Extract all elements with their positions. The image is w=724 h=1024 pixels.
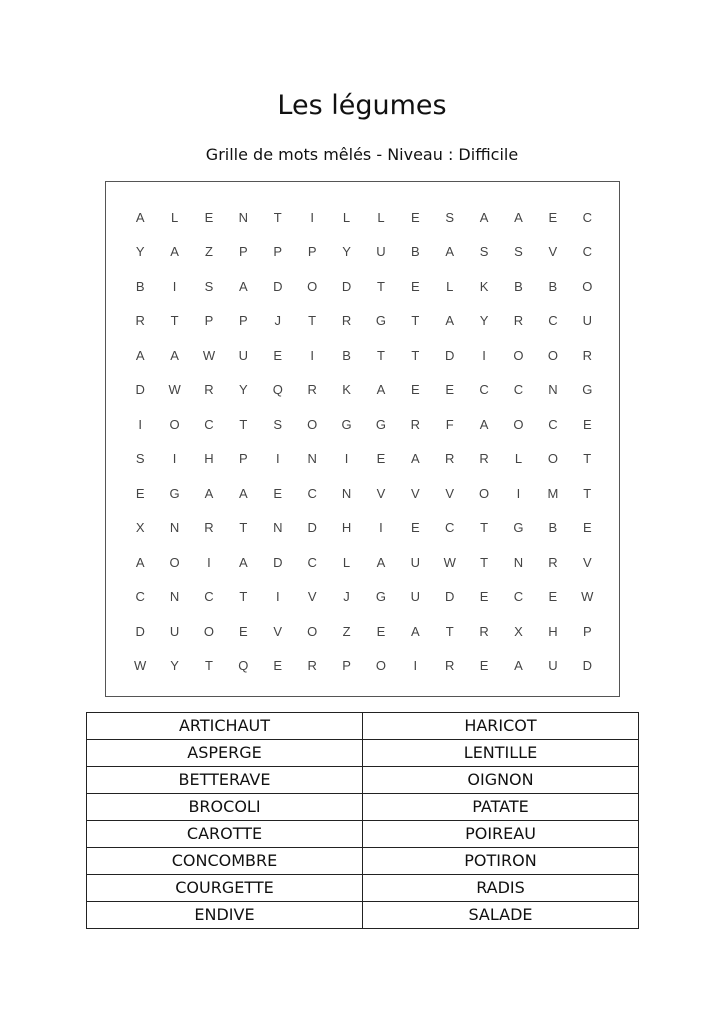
grid-cell[interactable]: T bbox=[480, 554, 489, 570]
grid-cell[interactable]: P bbox=[582, 623, 592, 639]
word-list-row bbox=[87, 848, 639, 875]
grid-cell[interactable]: G bbox=[375, 416, 386, 432]
grid-cell[interactable]: Z bbox=[205, 244, 213, 260]
grid-cell[interactable]: H bbox=[204, 451, 214, 467]
grid-cell[interactable]: W bbox=[581, 589, 594, 605]
grid-cell[interactable]: T bbox=[411, 313, 420, 329]
grid-cell[interactable]: G bbox=[513, 520, 524, 536]
grid-cell[interactable]: I bbox=[379, 520, 383, 536]
grid-cell[interactable]: E bbox=[376, 623, 386, 639]
grid-cell[interactable]: T bbox=[239, 416, 248, 432]
word-list-item: CAROTTE bbox=[87, 821, 363, 848]
grid-cell[interactable]: D bbox=[135, 382, 145, 398]
grid-cell[interactable]: V bbox=[410, 485, 420, 501]
grid-cell[interactable]: T bbox=[170, 313, 179, 329]
grid-cell[interactable]: I bbox=[207, 554, 211, 570]
grid-cell[interactable]: Y bbox=[342, 244, 351, 260]
grid-cell[interactable]: S bbox=[273, 416, 283, 432]
grid-cell[interactable]: C bbox=[445, 520, 455, 536]
grid-cell[interactable]: A bbox=[239, 554, 248, 570]
grid-cell[interactable]: X bbox=[514, 623, 523, 639]
grid-cell[interactable]: O bbox=[307, 416, 318, 432]
grid-cell[interactable]: A bbox=[479, 416, 489, 432]
page-subtitle: Grille de mots mêlés - Niveau : Difficile bbox=[205, 145, 519, 164]
word-list-item: BETTERAVE bbox=[87, 767, 363, 794]
grid-cell[interactable]: E bbox=[548, 589, 558, 605]
grid-cell[interactable]: N bbox=[513, 554, 524, 570]
word-list-item: OIGNON bbox=[363, 767, 639, 794]
grid-cell[interactable]: C bbox=[204, 416, 214, 432]
grid-cell[interactable]: T bbox=[445, 623, 454, 639]
grid-cell[interactable]: A bbox=[239, 278, 248, 294]
grid-cell[interactable]: A bbox=[410, 623, 420, 639]
grid-cell[interactable]: J bbox=[274, 313, 281, 329]
grid-cell[interactable]: O bbox=[307, 278, 318, 294]
grid-cell[interactable]: A bbox=[376, 382, 386, 398]
grid-cell[interactable]: E bbox=[273, 658, 283, 674]
grid-cell[interactable]: R bbox=[204, 520, 214, 536]
grid-cell[interactable]: R bbox=[410, 416, 421, 432]
grid-cell[interactable]: A bbox=[204, 485, 214, 501]
grid-cell[interactable]: B bbox=[135, 278, 145, 294]
grid-cell[interactable]: E bbox=[479, 589, 489, 605]
word-list-row bbox=[87, 740, 639, 767]
grid-cell[interactable]: V bbox=[582, 554, 592, 570]
grid-cell[interactable]: T bbox=[583, 485, 592, 501]
word-list-row bbox=[87, 794, 639, 821]
grid-cell[interactable]: Q bbox=[272, 382, 283, 398]
grid-cell[interactable]: N bbox=[307, 451, 317, 467]
grid-cell[interactable]: A bbox=[445, 244, 455, 260]
word-list-item: ASPERGE bbox=[87, 740, 363, 767]
grid-cell[interactable]: O bbox=[547, 347, 558, 363]
grid-cell[interactable]: K bbox=[342, 382, 351, 398]
grid-cell[interactable]: B bbox=[548, 520, 558, 536]
grid-cell[interactable]: Z bbox=[342, 623, 351, 639]
grid-cell[interactable]: N bbox=[169, 589, 180, 605]
grid-cell[interactable]: O bbox=[307, 623, 318, 639]
grid-cell[interactable]: U bbox=[410, 589, 421, 605]
grid-cell[interactable]: A bbox=[445, 313, 455, 329]
grid-cell[interactable]: D bbox=[445, 589, 455, 605]
grid-cell[interactable]: A bbox=[170, 244, 179, 260]
grid-cell[interactable]: A bbox=[376, 554, 386, 570]
grid-cell[interactable]: U bbox=[376, 244, 386, 260]
grid-cell[interactable]: D bbox=[341, 278, 352, 294]
grid-cell[interactable]: G bbox=[582, 382, 593, 398]
grid-cell[interactable]: P bbox=[273, 244, 283, 260]
grid-cell[interactable]: P bbox=[239, 244, 248, 260]
grid-cell[interactable]: R bbox=[513, 313, 524, 329]
grid-cell[interactable]: R bbox=[135, 313, 145, 329]
grid-cell[interactable]: G bbox=[375, 313, 386, 329]
grid-cell[interactable]: C bbox=[582, 244, 592, 260]
grid-cell[interactable]: D bbox=[445, 347, 455, 363]
grid-cell[interactable]: K bbox=[479, 278, 489, 294]
grid-cell[interactable]: R bbox=[307, 382, 317, 398]
grid-cell[interactable]: A bbox=[514, 658, 523, 674]
word-list-row bbox=[87, 713, 639, 740]
grid-cell[interactable]: E bbox=[135, 485, 145, 501]
grid-cell[interactable]: H bbox=[341, 520, 352, 536]
grid-cell[interactable]: O bbox=[169, 554, 180, 570]
grid-cell[interactable]: C bbox=[307, 554, 317, 570]
grid-cell[interactable]: C bbox=[135, 589, 145, 605]
grid-cell[interactable]: T bbox=[583, 451, 592, 467]
grid-cell[interactable]: X bbox=[135, 520, 145, 536]
grid-cell[interactable]: T bbox=[411, 347, 420, 363]
grid-cell[interactable]: I bbox=[413, 658, 418, 674]
grid-cell[interactable]: O bbox=[479, 485, 490, 501]
grid-cell[interactable]: M bbox=[547, 485, 559, 501]
word-list-item: POIREAU bbox=[363, 821, 639, 848]
grid-cell[interactable]: R bbox=[479, 623, 489, 639]
grid-cell[interactable]: R bbox=[445, 451, 455, 467]
word-list-item: CONCOMBRE bbox=[87, 848, 363, 875]
grid-cell[interactable]: U bbox=[548, 658, 558, 674]
grid-cell[interactable]: R bbox=[204, 382, 214, 398]
grid-cell[interactable]: R bbox=[582, 347, 592, 363]
grid-cell[interactable]: O bbox=[513, 347, 524, 363]
grid-cell[interactable]: T bbox=[205, 658, 213, 674]
word-list-item: HARICOT bbox=[363, 713, 639, 740]
grid-cell[interactable]: I bbox=[138, 416, 142, 432]
grid-cell[interactable]: P bbox=[342, 658, 351, 674]
grid-cell[interactable]: G bbox=[375, 589, 386, 605]
grid-cell[interactable]: O bbox=[513, 416, 524, 432]
grid-cell[interactable]: T bbox=[376, 347, 385, 363]
grid-cell[interactable]: E bbox=[376, 451, 386, 467]
grid-cell[interactable]: L bbox=[514, 451, 523, 467]
grid-cell[interactable]: A bbox=[479, 209, 489, 225]
grid-cell[interactable]: C bbox=[548, 313, 558, 329]
grid-cell[interactable]: P bbox=[204, 313, 214, 329]
grid-cell[interactable]: E bbox=[479, 658, 489, 674]
grid-cell[interactable]: W bbox=[134, 658, 147, 674]
word-list-row bbox=[87, 902, 639, 929]
grid-cell[interactable]: L bbox=[377, 209, 385, 225]
word-search-grid-frame bbox=[105, 181, 620, 697]
grid-cell[interactable]: I bbox=[275, 451, 280, 467]
grid-cell[interactable]: E bbox=[410, 278, 420, 294]
grid-cell[interactable]: W bbox=[202, 347, 216, 363]
grid-cell[interactable]: J bbox=[343, 589, 350, 605]
grid-cell[interactable]: A bbox=[170, 347, 179, 363]
grid-cell[interactable]: L bbox=[342, 209, 351, 225]
grid-cell[interactable]: I bbox=[172, 278, 177, 294]
grid-cell[interactable]: I bbox=[482, 347, 486, 363]
grid-cell[interactable]: D bbox=[135, 623, 145, 639]
grid-cell[interactable]: T bbox=[308, 313, 317, 329]
grid-cell[interactable]: D bbox=[273, 554, 283, 570]
grid-cell[interactable]: B bbox=[410, 244, 420, 260]
grid-cell[interactable]: I bbox=[344, 451, 349, 467]
grid-cell[interactable]: N bbox=[273, 520, 283, 536]
word-list-item: RADIS bbox=[363, 875, 639, 902]
grid-cell[interactable]: R bbox=[341, 313, 352, 329]
grid-cell[interactable]: C bbox=[548, 416, 558, 432]
grid-cell[interactable]: T bbox=[480, 520, 489, 536]
grid-cell[interactable]: B bbox=[342, 347, 351, 363]
grid-cell[interactable]: G bbox=[341, 416, 352, 432]
grid-cell[interactable]: S bbox=[514, 244, 523, 260]
grid-cell[interactable]: E bbox=[582, 416, 592, 432]
grid-cell[interactable]: P bbox=[239, 313, 248, 329]
grid-cell[interactable]: N bbox=[548, 382, 558, 398]
grid-cell[interactable]: C bbox=[513, 382, 524, 398]
grid-cell[interactable]: L bbox=[342, 554, 351, 570]
grid-cell[interactable]: I bbox=[172, 451, 177, 467]
grid-cell[interactable]: F bbox=[445, 416, 454, 432]
word-list-item: LENTILLE bbox=[363, 740, 639, 767]
grid-cell[interactable]: D bbox=[307, 520, 317, 536]
grid-cell[interactable]: Y bbox=[239, 382, 248, 398]
grid-cell[interactable]: A bbox=[135, 554, 145, 570]
grid-cell[interactable]: S bbox=[204, 278, 214, 294]
grid-cell[interactable]: Y bbox=[170, 658, 179, 674]
grid-cell[interactable]: A bbox=[239, 485, 248, 501]
grid-cell[interactable]: T bbox=[239, 589, 248, 605]
grid-cell[interactable]: C bbox=[479, 382, 489, 398]
grid-cell[interactable]: T bbox=[376, 278, 385, 294]
grid-cell[interactable]: D bbox=[582, 658, 592, 674]
grid-cell[interactable]: O bbox=[582, 278, 593, 294]
grid-cell[interactable]: Q bbox=[238, 658, 249, 674]
word-list-row bbox=[87, 821, 639, 848]
grid-cell[interactable]: N bbox=[169, 520, 180, 536]
word-list-item: COURGETTE bbox=[87, 875, 363, 902]
grid-cell[interactable]: O bbox=[203, 623, 215, 639]
grid-cell[interactable]: D bbox=[273, 278, 283, 294]
grid-cell[interactable]: H bbox=[548, 623, 558, 639]
grid-cell[interactable]: A bbox=[410, 451, 420, 467]
grid-cell[interactable]: G bbox=[169, 485, 180, 501]
grid-cell[interactable]: C bbox=[513, 589, 524, 605]
grid-cell[interactable]: C bbox=[204, 589, 214, 605]
grid-cell[interactable]: V bbox=[273, 623, 283, 639]
grid-cell[interactable]: E bbox=[410, 520, 420, 536]
grid-cell[interactable]: A bbox=[135, 209, 145, 225]
grid-cell[interactable]: P bbox=[307, 244, 317, 260]
grid-cell[interactable]: B bbox=[514, 278, 523, 294]
grid-cell[interactable]: V bbox=[307, 589, 317, 605]
grid-cell[interactable]: U bbox=[410, 554, 421, 570]
grid-cell[interactable]: C bbox=[307, 485, 317, 501]
grid-cell[interactable]: S bbox=[479, 244, 489, 260]
grid-cell[interactable]: I bbox=[310, 209, 314, 225]
grid-cell[interactable]: L bbox=[170, 209, 179, 225]
word-list-item: BROCOLI bbox=[87, 794, 363, 821]
word-list-item: POTIRON bbox=[363, 848, 639, 875]
grid-cell[interactable]: E bbox=[445, 382, 455, 398]
grid-cell[interactable]: W bbox=[443, 554, 456, 570]
grid-cell[interactable]: U bbox=[582, 313, 592, 329]
grid-cell[interactable]: S bbox=[135, 451, 145, 467]
grid-cell[interactable]: N bbox=[341, 485, 352, 501]
grid-cell[interactable]: L bbox=[446, 278, 454, 294]
grid-cell[interactable]: T bbox=[239, 520, 248, 536]
grid-cell[interactable]: E bbox=[239, 623, 248, 639]
grid-cell[interactable]: E bbox=[204, 209, 214, 225]
grid-cell[interactable]: I bbox=[516, 485, 521, 501]
word-list-item: ENDIVE bbox=[87, 902, 363, 929]
grid-cell[interactable]: R bbox=[307, 658, 317, 674]
grid-cell[interactable]: B bbox=[548, 278, 558, 294]
grid-cell[interactable]: E bbox=[410, 382, 420, 398]
grid-cell[interactable]: T bbox=[273, 209, 282, 225]
grid-cell[interactable]: I bbox=[275, 589, 280, 605]
grid-cell[interactable]: V bbox=[445, 485, 455, 501]
grid-cell[interactable]: I bbox=[310, 347, 314, 363]
grid-cell[interactable]: A bbox=[135, 347, 145, 363]
word-list-row bbox=[87, 767, 639, 794]
grid-cell[interactable]: E bbox=[273, 485, 283, 501]
word-search-grid bbox=[123, 200, 604, 683]
word-list-row bbox=[87, 875, 639, 902]
word-list-item: PATATE bbox=[363, 794, 639, 821]
word-list-item: SALADE bbox=[363, 902, 639, 929]
grid-cell[interactable]: O bbox=[169, 416, 180, 432]
grid-cell[interactable]: E bbox=[410, 209, 420, 225]
grid-cell[interactable]: R bbox=[445, 658, 455, 674]
grid-cell[interactable]: E bbox=[273, 347, 283, 363]
grid-cell[interactable]: O bbox=[547, 451, 558, 467]
grid-cell[interactable]: S bbox=[445, 209, 455, 225]
grid-cell[interactable]: V bbox=[376, 485, 386, 501]
page-title: Les légumes bbox=[277, 90, 447, 121]
grid-cell[interactable]: A bbox=[514, 209, 523, 225]
grid-cell[interactable]: R bbox=[479, 451, 489, 467]
grid-cell[interactable]: U bbox=[238, 347, 249, 363]
grid-cell[interactable]: Y bbox=[135, 244, 145, 260]
grid-cell[interactable]: C bbox=[582, 209, 592, 225]
grid-cell[interactable]: N bbox=[238, 209, 249, 225]
grid-cell[interactable]: U bbox=[169, 623, 180, 639]
word-list-table bbox=[86, 712, 639, 929]
grid-cell[interactable]: O bbox=[375, 658, 386, 674]
grid-cell[interactable]: W bbox=[168, 382, 181, 398]
grid-cell[interactable]: E bbox=[582, 520, 592, 536]
grid-cell[interactable]: R bbox=[548, 554, 558, 570]
grid-cell[interactable]: E bbox=[548, 209, 558, 225]
grid-cell[interactable]: P bbox=[239, 451, 248, 467]
grid-cell[interactable]: Y bbox=[479, 313, 489, 329]
grid-cell[interactable]: V bbox=[548, 244, 558, 260]
word-list-item: ARTICHAUT bbox=[87, 713, 363, 740]
